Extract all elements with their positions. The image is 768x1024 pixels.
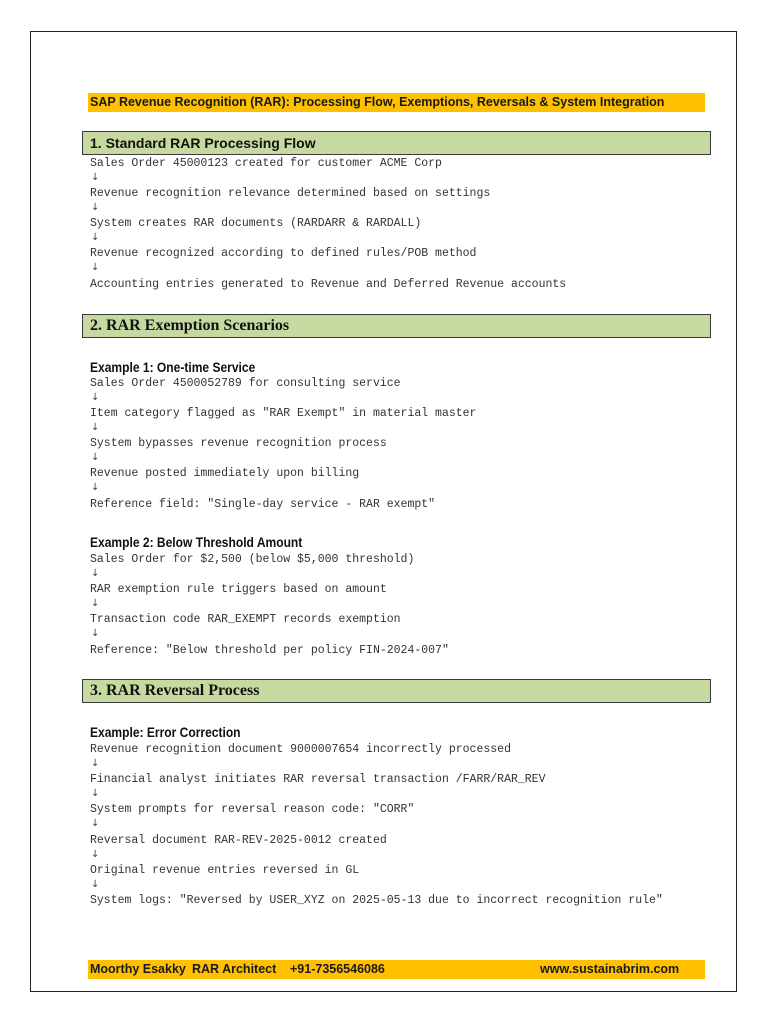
- flow-step: Sales Order 4500052789 for consulting service: [90, 377, 401, 390]
- flow-step: Original revenue entries reversed in GL: [90, 864, 360, 877]
- flow-step: Revenue recognition document 9000007654 incorrectly processed: [90, 743, 511, 756]
- section-2-heading: 2. RAR Exemption Scenarios: [82, 314, 711, 338]
- example-2-title: Example 2: Below Threshold Amount: [90, 534, 303, 550]
- flow-step: System creates RAR documents (RARDARR & RARDALL): [90, 217, 422, 230]
- flow-step: System bypasses revenue recognition process: [90, 437, 387, 450]
- flow-step: System prompts for reversal reason code: "CORR": [90, 803, 415, 816]
- footer-website-link[interactable]: www.sustainabrim.com: [540, 962, 680, 976]
- footer-bar: [88, 960, 705, 979]
- down-arrow-icon: ↓: [91, 879, 100, 890]
- flow-step: Revenue recognition relevance determined based on settings: [90, 187, 491, 200]
- footer-author: Moorthy Esakky: [90, 962, 186, 976]
- document-title: SAP Revenue Recognition (RAR): Processing Flow, Exemptions, Reversals & System Integration: [88, 93, 705, 112]
- down-arrow-icon: ↓: [91, 452, 100, 463]
- section-3-heading: 3. RAR Reversal Process: [82, 679, 711, 703]
- flow-step: RAR exemption rule triggers based on amount: [90, 583, 387, 596]
- flow-step: Reversal document RAR-REV-2025-0012 created: [90, 834, 387, 847]
- flow-step: Financial analyst initiates RAR reversal transaction /FARR/RAR_REV: [90, 773, 546, 786]
- footer-role: RAR Architect: [192, 962, 277, 976]
- down-arrow-icon: ↓: [91, 482, 100, 493]
- example-1-title: Example 1: One-time Service: [90, 359, 256, 375]
- flow-step: Revenue recognized according to defined rules/POB method: [90, 247, 477, 260]
- flow-step: Revenue posted immediately upon billing: [90, 467, 360, 480]
- down-arrow-icon: ↓: [91, 172, 100, 183]
- flow-step: Transaction code RAR_EXEMPT records exemption: [90, 613, 401, 626]
- down-arrow-icon: ↓: [91, 788, 100, 799]
- flow-step: Accounting entries generated to Revenue and Deferred Revenue accounts: [90, 278, 567, 291]
- down-arrow-icon: ↓: [91, 628, 100, 639]
- flow-step: Reference field: "Single-day service - RAR exempt": [90, 498, 436, 511]
- flow-step: Item category flagged as "RAR Exempt" in material master: [90, 407, 477, 420]
- down-arrow-icon: ↓: [91, 232, 100, 243]
- flow-step: Sales Order 45000123 created for customer ACME Corp: [90, 157, 442, 170]
- down-arrow-icon: ↓: [91, 598, 100, 609]
- down-arrow-icon: ↓: [91, 849, 100, 860]
- section-1-heading: 1. Standard RAR Processing Flow: [82, 131, 711, 155]
- footer-phone: +91-7356546086: [290, 962, 385, 976]
- flow-step: Sales Order for $2,500 (below $5,000 threshold): [90, 553, 415, 566]
- flow-step: System logs: "Reversed by USER_XYZ on 2025-05-13 due to incorrect recognition rule": [90, 894, 663, 907]
- down-arrow-icon: ↓: [91, 818, 100, 829]
- down-arrow-icon: ↓: [91, 422, 100, 433]
- example-error-correction-title: Example: Error Correction: [90, 724, 241, 740]
- down-arrow-icon: ↓: [91, 262, 100, 273]
- down-arrow-icon: ↓: [91, 202, 100, 213]
- down-arrow-icon: ↓: [91, 568, 100, 579]
- down-arrow-icon: ↓: [91, 392, 100, 403]
- down-arrow-icon: ↓: [91, 758, 100, 769]
- flow-step: Reference: "Below threshold per policy FIN-2024-007": [90, 644, 449, 657]
